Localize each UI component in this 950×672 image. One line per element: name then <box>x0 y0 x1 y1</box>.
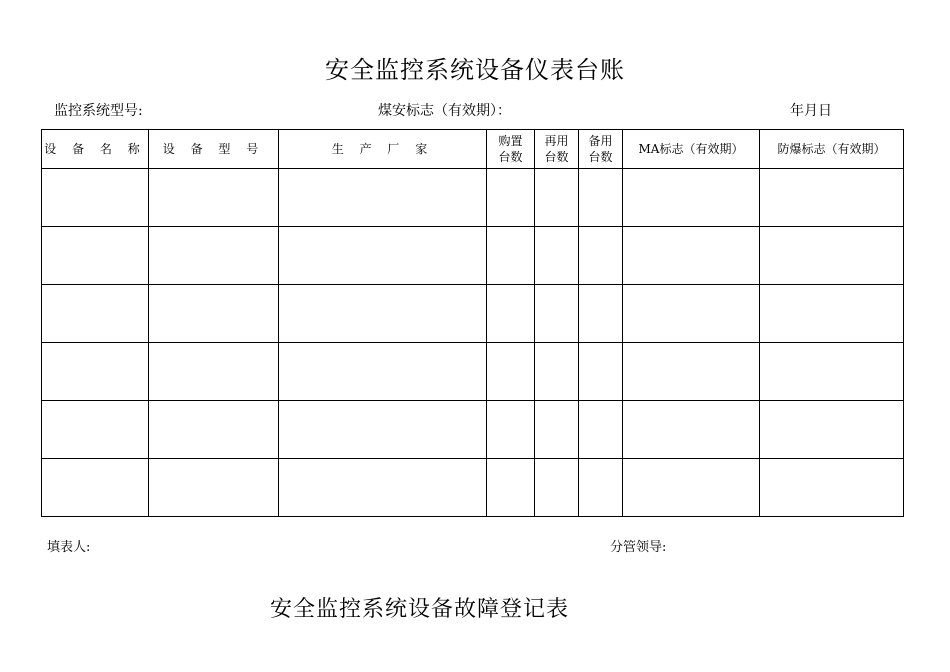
table-cell[interactable] <box>42 343 149 401</box>
table-cell[interactable] <box>760 459 904 517</box>
table-cell[interactable] <box>623 285 760 343</box>
table-cell[interactable] <box>760 343 904 401</box>
filler-label: 填表人: <box>47 540 91 555</box>
table-cell[interactable] <box>623 401 760 459</box>
table-cell[interactable] <box>579 459 623 517</box>
table-row <box>42 227 904 285</box>
table-cell[interactable] <box>760 401 904 459</box>
col-in-use-count: 再用 台数 <box>535 130 579 169</box>
col-spare-count: 备用 台数 <box>579 130 623 169</box>
table-cell[interactable] <box>42 227 149 285</box>
table-row <box>42 459 904 517</box>
table-cell[interactable] <box>149 285 279 343</box>
table-cell[interactable] <box>535 227 579 285</box>
table-cell[interactable] <box>42 285 149 343</box>
table-cell[interactable] <box>623 459 760 517</box>
table-cell[interactable] <box>579 169 623 227</box>
table-row <box>42 401 904 459</box>
table-cell[interactable] <box>487 459 535 517</box>
table-cell[interactable] <box>149 401 279 459</box>
table-cell[interactable] <box>579 401 623 459</box>
equipment-ledger-table <box>41 129 904 517</box>
table-cell[interactable] <box>279 459 487 517</box>
table-cell[interactable] <box>760 169 904 227</box>
col-manufacturer: 生 产 厂 家 <box>279 130 487 169</box>
table-cell[interactable] <box>42 401 149 459</box>
table-cell[interactable] <box>149 169 279 227</box>
fault-register-title: 安全监控系统设备故障登记表 <box>270 597 570 622</box>
table-cell[interactable] <box>535 169 579 227</box>
table-cell[interactable] <box>279 169 487 227</box>
table-row <box>42 169 904 227</box>
table-cell[interactable] <box>487 401 535 459</box>
table-cell[interactable] <box>149 227 279 285</box>
table-cell[interactable] <box>535 401 579 459</box>
system-model-label: 监控系统型号: <box>54 103 143 119</box>
page-title: 安全监控系统设备仪表台账 <box>325 56 625 84</box>
table-cell[interactable] <box>487 169 535 227</box>
table-cell[interactable] <box>279 285 487 343</box>
table-cell[interactable] <box>279 227 487 285</box>
table-cell[interactable] <box>579 343 623 401</box>
col-purchased-count: 购置 台数 <box>487 130 535 169</box>
table-cell[interactable] <box>623 169 760 227</box>
table-cell[interactable] <box>760 285 904 343</box>
table-cell[interactable] <box>623 343 760 401</box>
table-header-row <box>42 130 904 169</box>
col-equipment-model: 设 备 型 号 <box>149 130 279 169</box>
table-cell[interactable] <box>535 285 579 343</box>
table-row <box>42 343 904 401</box>
coal-safety-mark-label: 煤安标志（有效期）： <box>378 103 511 119</box>
table-cell[interactable] <box>535 343 579 401</box>
table-cell[interactable] <box>149 459 279 517</box>
table-cell[interactable] <box>42 459 149 517</box>
table-row <box>42 285 904 343</box>
table-cell[interactable] <box>579 285 623 343</box>
table-cell[interactable] <box>487 343 535 401</box>
leader-label: 分管领导: <box>610 540 667 555</box>
table-cell[interactable] <box>623 227 760 285</box>
table-cell[interactable] <box>487 285 535 343</box>
table-cell[interactable] <box>149 343 279 401</box>
table-cell[interactable] <box>760 227 904 285</box>
col-explosion-proof-mark: 防爆标志（有效期） <box>760 130 904 169</box>
table-cell[interactable] <box>535 459 579 517</box>
table-cell[interactable] <box>42 169 149 227</box>
table-cell[interactable] <box>579 227 623 285</box>
table-cell[interactable] <box>279 401 487 459</box>
table-cell[interactable] <box>279 343 487 401</box>
col-ma-mark: MA标志（有效期） <box>623 130 760 169</box>
col-equipment-name: 设 备 名 称 <box>42 130 149 169</box>
table-cell[interactable] <box>487 227 535 285</box>
date-label: 年月日 <box>790 103 832 119</box>
